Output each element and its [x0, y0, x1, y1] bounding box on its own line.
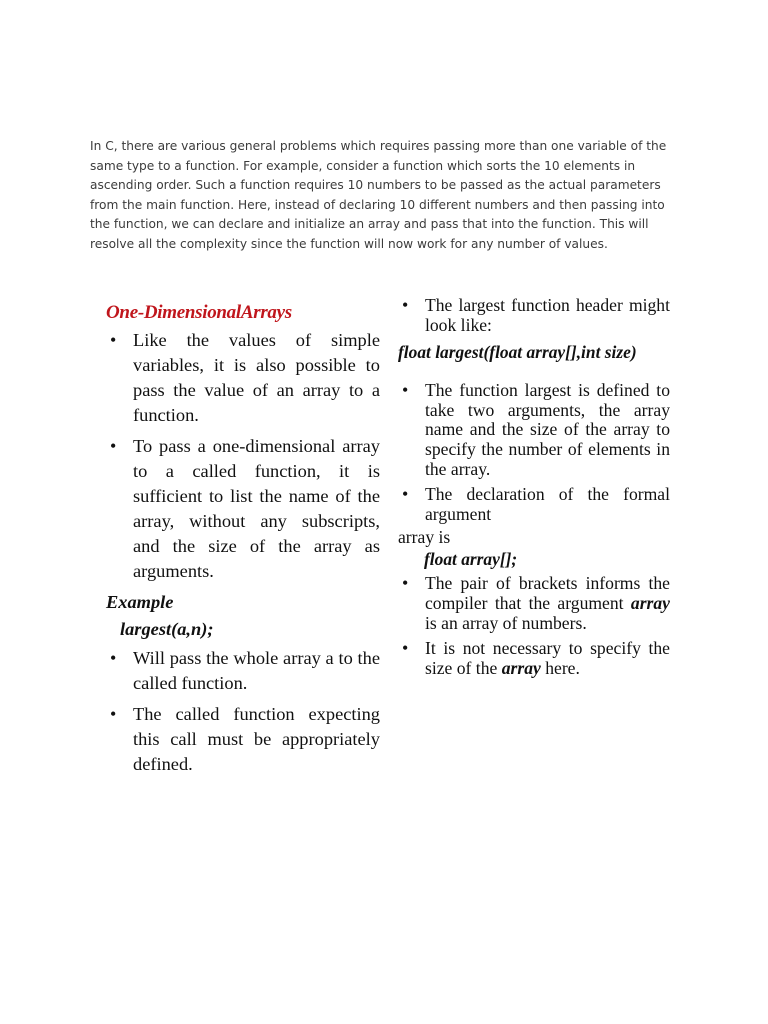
bullet-item [106, 702, 380, 777]
bullet-icon: • [110, 648, 117, 668]
bullet-icon: • [402, 484, 409, 505]
bullet-text: The pair of brackets informs the compiler that the argument array is an array of numbers. [425, 573, 670, 633]
bullet-text: Will pass the whole array a to the called function. [133, 648, 380, 693]
intro-paragraph: In C, there are various general problems which requires passing more than one variable of the same type to a function. For example, consider a function which sorts the 10 elements in ascending order. Such a function requires 10 numbers to be passed as the actual parameters from the main function. Here, instead of declaring 10 different numbers and then passing into the function, we can declare and initialize an array and pass that into the function. This will resolve all the complexity since the function will now work for any number of values. [90, 139, 667, 251]
bullet-item [398, 381, 670, 479]
emphasis-array: array [630, 592, 670, 613]
function-header-code: float largest(float array[],int size) [398, 342, 637, 363]
bullet-icon: • [402, 638, 409, 659]
bullet-text: It is not necessary to specify the size of the array here. [425, 638, 670, 678]
bullet-item [398, 639, 670, 678]
section-heading: One-DimensionalArrays [106, 302, 292, 323]
bullet-text: The function largest is defined to take two arguments, the array name and the size of the array to specify the number of elements in the array. [425, 380, 670, 479]
array-is-text: array is [398, 527, 451, 548]
bullet-text: To pass a one-dimensional array to a called function, it is sufficient to list the name of the array, without any subscripts, and the size of the array as arguments. [133, 436, 380, 581]
bullet-icon: • [110, 704, 117, 724]
bullet-text: The called function expecting this call must be appropriately defined. [133, 704, 380, 774]
bullet-text: The largest function header might look like: [425, 295, 670, 335]
bullet-text: Like the values of simple variables, it is also possible to pass the value of an array to a function. [133, 330, 380, 425]
bullet-icon: • [402, 295, 409, 315]
slide-right-column [398, 296, 670, 684]
bullet-icon: • [402, 380, 409, 401]
example-code: largest(a,n); [120, 619, 214, 639]
bullet-item [106, 646, 380, 696]
bullet-item [106, 328, 380, 428]
bullet-item [398, 296, 670, 335]
spacer [398, 367, 670, 381]
example-label: Example [106, 592, 174, 612]
bullet-text: The declaration of the formal argument [425, 484, 670, 524]
slide-left-column [106, 300, 380, 783]
emphasis-array: array [501, 657, 541, 678]
declaration-code: float array[]; [424, 549, 518, 570]
bullet-icon: • [402, 573, 409, 594]
bullet-item [106, 434, 380, 584]
bullet-item [398, 574, 670, 633]
bullet-item [398, 485, 670, 524]
bullet-icon: • [110, 436, 117, 456]
bullet-icon: • [110, 330, 117, 350]
